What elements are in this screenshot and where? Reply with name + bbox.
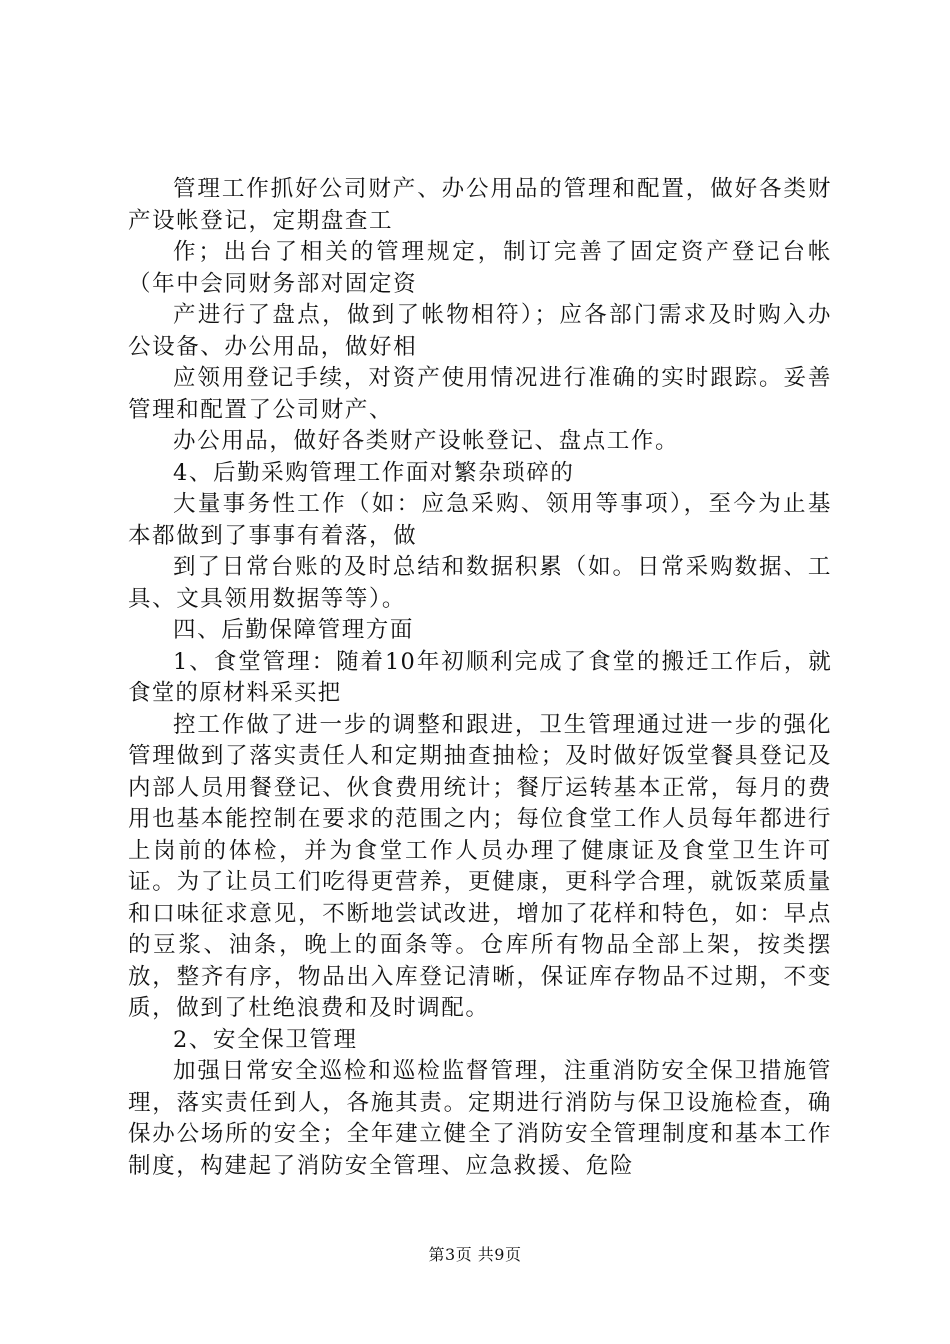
paragraph-2: 作；出台了相关的管理规定，制订完善了固定资产登记台帐（年中会同财务部对固定资 [128,239,832,297]
paragraph-13: 加强日常安全巡检和巡检监督管理，注重消防安全保卫措施管理，落实责任到人，各施其责。定期进行消防与保卫设施检查，确保办公场所的安全；全年建立健全了消防安全管理制度和基本工作制度，构建起了消防安全管理、应急救援、危险 [128,1058,832,1179]
paragraph-11: 控工作做了进一步的调整和跟进，卫生管理通过进一步的强化管理做到了落实责任人和定期抽查抽检；及时做好饭堂餐具登记及内部人员用餐登记、伙食费用统计；餐厅运转基本正常，每月的费用也基本能控制在要求的范围之内；每位食堂工作人员每年都进行上岗前的体检，并为食堂工作人员办理了健康证及食堂卫生许可证。为了让员工们吃得更营养，更健康，更科学合理，就饭菜质量和口味征求意见，不断地尝试改进，增加了花样和特色，如：早点的豆浆、油条，晚上的面条等。仓库所有物品全部上架，按类摆放，整齐有序，物品出入库登记清晰，保证库存物品不过期，不变质，做到了杜绝浪费和及时调配。 [128,711,832,1021]
paragraph-5: 办公用品，做好各类财产设帐登记、盘点工作。 [173,428,680,454]
paragraph-10: 1、食堂管理：随着10年初顺利完成了食堂的搬迁工作后，就食堂的原材料采买把 [128,648,832,706]
paragraph-7: 大量事务性工作（如：应急采购、领用等事项），至今为止基本都做到了事事有着落，做 [128,491,832,549]
section-heading: 四、后勤保障管理方面 [173,617,415,643]
page-number-footer: 第3页 共9页 [428,1245,522,1264]
paragraph-8: 到了日常台账的及时总结和数据积累（如。日常采购数据、工具、文具领用数据等等）。 [128,554,832,612]
paragraph-4: 应领用登记手续，对资产使用情况进行准确的实时跟踪。妥善管理和配置了公司财产、 [128,365,832,423]
paragraph-6: 4、后勤采购管理工作面对繁杂琐碎的 [173,459,575,486]
document-body [128,174,832,1182]
paragraph-3: 产进行了盘点，做到了帐物相符）；应各部门需求及时购入办公设备、办公用品，做好相 [128,302,832,360]
subsection-heading: 2、安全保卫管理 [173,1026,358,1053]
paragraph-1: 管理工作抓好公司财产、办公用品的管理和配置，做好各类财产设帐登记，定期盘查工 [128,176,832,234]
